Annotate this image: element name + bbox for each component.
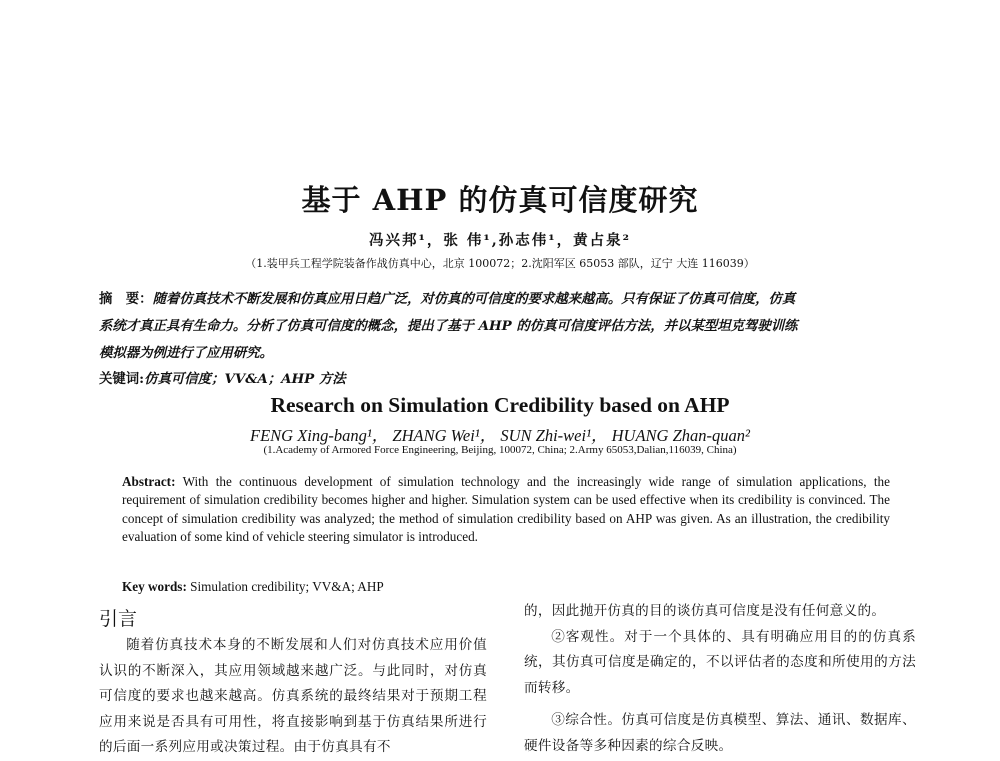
english-authors: FENG Xing-bang¹， ZHANG Wei¹， SUN Zhi-wei¹， HUANG Zhan-quan² [250,426,750,445]
chinese-abstract-line-1: 摘 要：随着仿真技术不断发展和仿真应用日趋广泛，对仿真的可信度的要求越来越高。只有保证了仿真可信度，仿真 [99,291,796,307]
english-keywords-text: Simulation credibility; VV&A; AHP [190,579,384,594]
chinese-title: 基于 AHP 的仿真可信度研究 [301,183,699,217]
section-heading-introduction: 引言 [99,608,138,630]
english-keywords-label: Key words: [122,579,187,594]
chinese-authors: 冯兴邦¹，张 伟¹,孙志伟¹，黄占泉² [369,232,631,249]
english-title: Research on Simulation Credibility based on AHP [270,393,730,417]
chinese-affiliation: （1.装甲兵工程学院装备作战仿真中心，北京 100072；2.沈阳军区 65053 部队，辽宁 大连 116039） [245,257,755,270]
body-left-column [99,633,487,761]
english-keywords [122,579,384,595]
chinese-abstract [99,286,909,367]
english-affiliation: (1.Academy of Armored Force Engineering, Beijing, 100072, China; 2.Army 65053,Dalian,116039, China) [263,444,737,456]
chinese-abstract-line-3: 模拟器为例进行了应用研究。 [99,345,274,361]
chinese-abstract-label: 摘 要： [99,291,153,307]
body-paragraph-continuation: 的，因此抛开仿真的目的谈仿真可信度是没有任何意义的。 [524,603,886,619]
chinese-keywords-label: 关键词: [99,371,145,387]
chinese-abstract-line-2: 系统才真正具有生命力。分析了仿真可信度的概念，提出了基于 AHP 的仿真可信度评估方法，并以某型坦克驾驶训练 [99,318,798,334]
body-paragraph-objectivity: ②客观性。对于一个具体的、具有明确应用目的的仿真系统，其仿真可信度是确定的，不以评估者的态度和所使用的方法而转移。 [524,628,916,696]
body-right-column [524,599,916,759]
english-abstract [122,473,890,546]
body-paragraph: 随着仿真技术本身的不断发展和人们对仿真技术应用价值认识的不断深入，其应用领域越来越广泛。与此同时，对仿真可信度的要求也越来越高。仿真系统的最终结果对于预期工程应用来说是否具有可用性，将直接影响到基于仿真结果所进行的后面一系列应用或决策过程。由于仿真具有不 [99,637,487,755]
english-abstract-text: With the continuous development of simulation technology and the increasingly wide range of simulation applications, the requirement of simulation credibility becomes higher and higher. Simulation system can be used effective when its credibility is convinced. The concept of simulation credibility was analyzed; the method of simulation credibility based on AHP was given. As an illustration, the credibility evaluation of some kind of vehicle steering simulator is introduced. [122,474,890,544]
chinese-keywords [99,368,346,387]
chinese-keywords-text: 仿真可信度；VV&A；AHP 方法 [144,371,346,387]
english-abstract-label: Abstract: [122,474,176,489]
body-paragraph-comprehensiveness: ③综合性。仿真可信度是仿真模型、算法、通讯、数据库、硬件设备等多种因素的综合反映。 [524,712,916,754]
